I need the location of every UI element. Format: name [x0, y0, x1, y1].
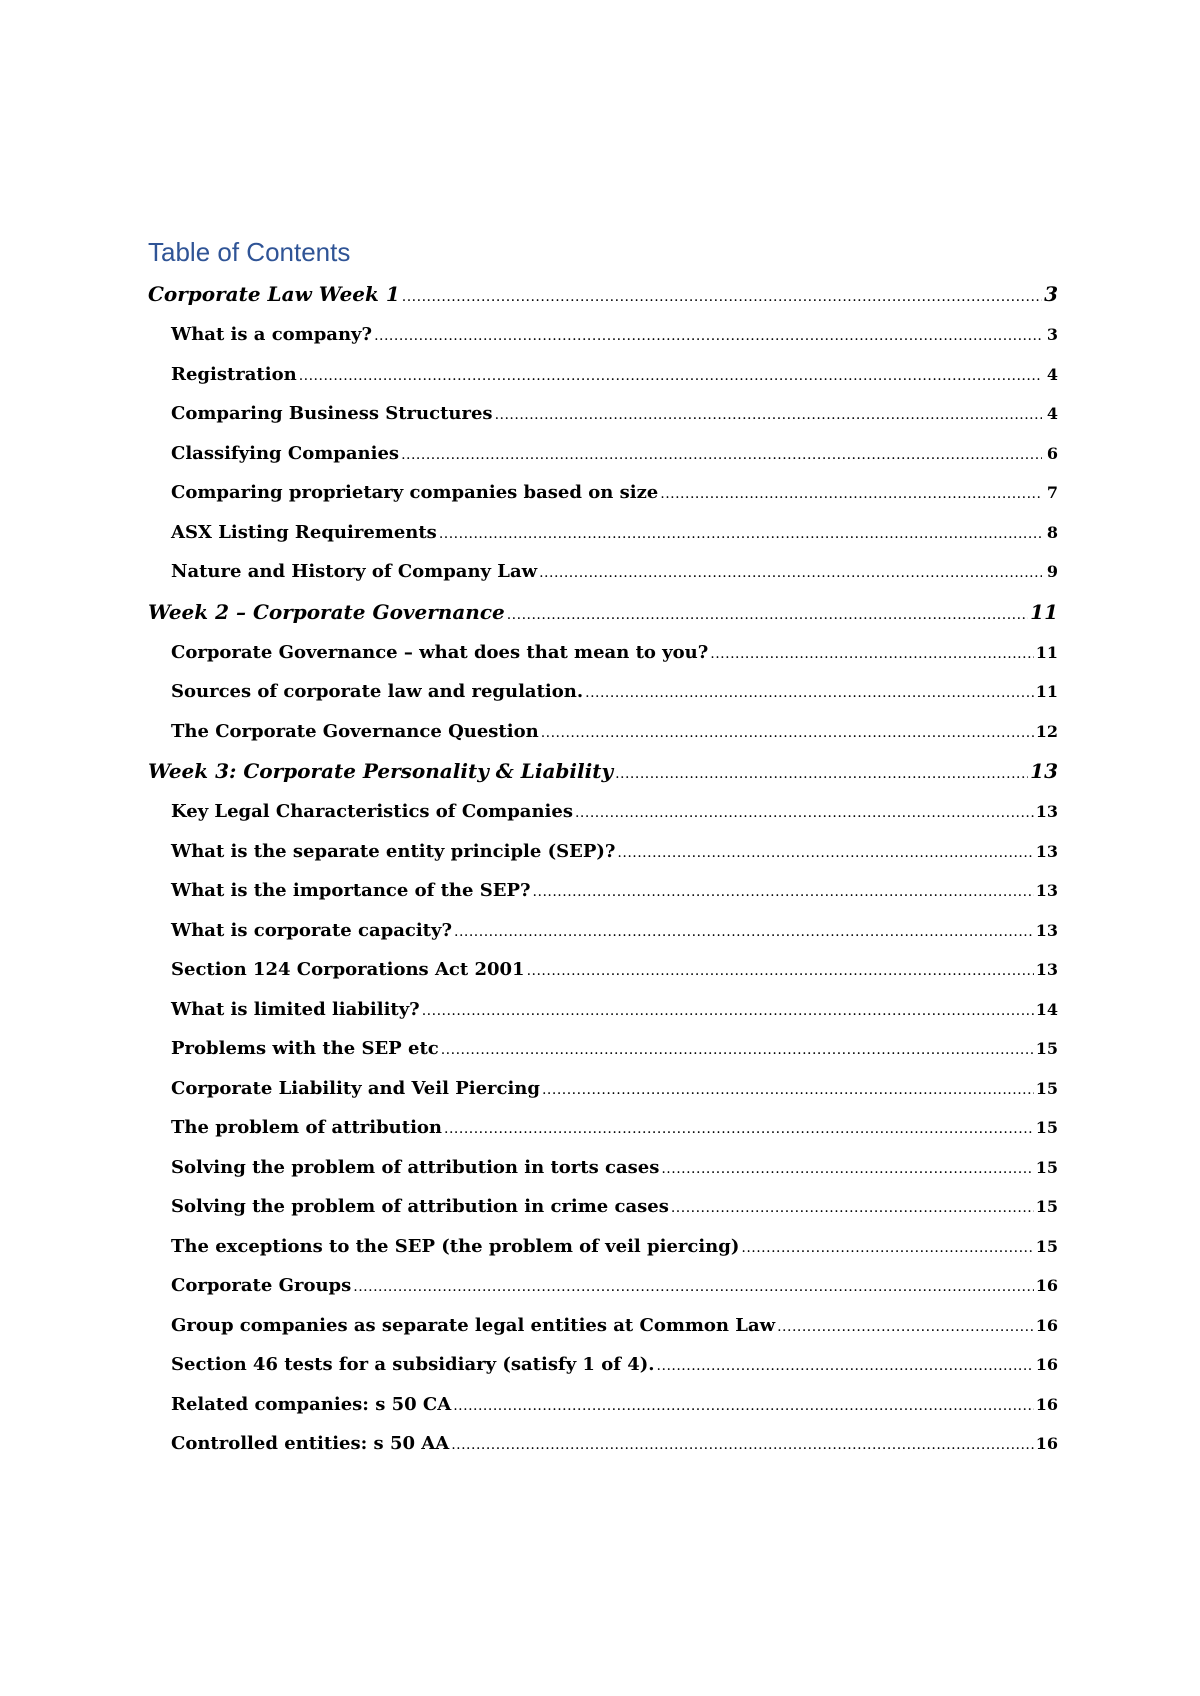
toc-subentry[interactable] — [148, 1306, 1058, 1346]
toc-subentry[interactable] — [148, 832, 1058, 872]
table-of-contents — [148, 232, 1058, 1464]
toc-subentry[interactable] — [148, 1266, 1058, 1306]
toc-page-number: 11 — [1035, 642, 1058, 662]
toc-dot-leader — [710, 635, 1033, 675]
toc-subentry[interactable] — [148, 911, 1058, 951]
toc-dot-leader — [615, 754, 1028, 795]
toc-page-number: 13 — [1030, 759, 1058, 783]
toc-dot-leader — [542, 1071, 1034, 1111]
toc-dot-leader — [575, 794, 1034, 834]
toc-subentry[interactable] — [148, 871, 1058, 911]
toc-subentry[interactable] — [148, 712, 1058, 752]
toc-page-number: 12 — [1035, 721, 1058, 741]
toc-subentry[interactable] — [148, 792, 1058, 832]
toc-entry-text: Sources of corporate law and regulation. — [171, 681, 584, 702]
toc-page-number: 4 — [1046, 404, 1058, 423]
toc-dot-leader — [507, 595, 1028, 636]
toc-subentry[interactable] — [148, 1385, 1058, 1425]
toc-dot-leader — [777, 1308, 1034, 1348]
toc-page-number: 13 — [1035, 841, 1058, 861]
toc-entry-text: What is corporate capacity? — [171, 919, 452, 941]
toc-entry-text: Solving the problem of attribution in crime cases — [171, 1196, 669, 1217]
toc-entry-text: Corporate Groups — [171, 1275, 352, 1296]
toc-dot-leader — [422, 992, 1034, 1032]
toc-entry-text: What is limited liability? — [171, 998, 420, 1020]
toc-page-number: 6 — [1046, 443, 1058, 463]
toc-page-number: 16 — [1035, 1276, 1058, 1295]
toc-page-number: 13 — [1035, 920, 1058, 940]
toc-page-number: 15 — [1035, 1118, 1058, 1137]
toc-subentry[interactable] — [148, 1108, 1058, 1148]
toc-dot-leader — [671, 1189, 1034, 1229]
toc-dot-leader — [353, 1268, 1033, 1308]
toc-dot-leader — [299, 357, 1042, 397]
toc-entry-text: Related companies: s 50 CA — [171, 1393, 452, 1415]
toc-subentry[interactable] — [148, 1227, 1058, 1267]
toc-dot-leader — [495, 396, 1042, 436]
toc-subentry[interactable] — [148, 552, 1058, 592]
toc-entry-text: Week 2 – Corporate Governance — [148, 599, 505, 624]
toc-entry-text: Corporate Liability and Veil Piercing — [171, 1077, 540, 1099]
toc-dot-leader — [401, 436, 1042, 476]
toc-page-number: 15 — [1035, 1236, 1058, 1256]
toc-dot-leader — [661, 1150, 1033, 1190]
toc-subentry[interactable] — [148, 355, 1058, 395]
toc-subentry[interactable] — [148, 1069, 1058, 1109]
toc-subentry[interactable] — [148, 1187, 1058, 1227]
toc-page-number: 7 — [1046, 483, 1058, 502]
toc-entry-text: Classifying Companies — [171, 442, 400, 464]
toc-dot-leader — [527, 952, 1034, 992]
toc-entry-text: What is a company? — [171, 324, 373, 345]
toc-page-number: 11 — [1035, 682, 1058, 701]
toc-entry-text: Section 124 Corporations Act 2001 — [171, 959, 525, 980]
toc-page-number: 13 — [1035, 881, 1058, 900]
toc-dot-leader — [374, 317, 1042, 357]
toc-subentry[interactable] — [148, 672, 1058, 712]
toc-page-number: 13 — [1035, 960, 1058, 979]
toc-heading-entry[interactable] — [148, 592, 1058, 633]
toc-subentry[interactable] — [148, 394, 1058, 434]
toc-entry-text: The exceptions to the SEP (the problem of veil piercing) — [171, 1235, 740, 1257]
toc-list — [148, 274, 1058, 1464]
toc-page-number: 16 — [1035, 1394, 1058, 1414]
toc-page-number: 3 — [1046, 325, 1058, 344]
toc-subentry[interactable] — [148, 434, 1058, 474]
toc-entry-text: The problem of attribution — [171, 1117, 443, 1138]
toc-dot-leader — [441, 1031, 1034, 1071]
toc-entry-text: Problems with the SEP etc — [171, 1038, 439, 1059]
toc-subentry[interactable] — [148, 1424, 1058, 1464]
toc-page-number: 11 — [1030, 599, 1058, 624]
toc-entry-text: Solving the problem of attribution in torts cases — [171, 1156, 660, 1178]
toc-page-number: 16 — [1035, 1434, 1058, 1453]
toc-dot-leader — [439, 515, 1042, 555]
toc-page-number: 16 — [1035, 1315, 1058, 1335]
toc-dot-leader — [451, 1426, 1034, 1466]
toc-dot-leader — [533, 873, 1034, 913]
toc-subentry[interactable] — [148, 1345, 1058, 1385]
toc-dot-leader — [660, 475, 1042, 515]
toc-page-number: 16 — [1035, 1355, 1058, 1374]
toc-dot-leader — [539, 554, 1042, 594]
toc-dot-leader — [657, 1347, 1034, 1387]
toc-page-number: 9 — [1046, 562, 1058, 581]
toc-entry-text: Key Legal Characteristics of Companies — [171, 801, 573, 822]
toc-page-number: 13 — [1035, 802, 1058, 821]
toc-page-number: 15 — [1035, 1197, 1058, 1216]
toc-subentry[interactable] — [148, 513, 1058, 553]
toc-dot-leader — [402, 277, 1042, 318]
toc-entry-text: Comparing proprietary companies based on size — [171, 482, 659, 503]
toc-dot-leader — [741, 1229, 1033, 1269]
toc-page-number: 8 — [1046, 522, 1058, 542]
toc-subentry[interactable] — [148, 990, 1058, 1030]
toc-subentry[interactable] — [148, 1029, 1058, 1069]
toc-entry-text: What is the separate entity principle (SEP)? — [171, 840, 616, 862]
toc-page-number: 15 — [1035, 1039, 1058, 1058]
toc-subentry[interactable] — [148, 315, 1058, 355]
toc-dot-leader — [453, 1387, 1034, 1427]
toc-entry-text: Registration — [171, 363, 297, 385]
toc-entry-text: Comparing Business Structures — [171, 403, 493, 424]
toc-page-number: 3 — [1044, 282, 1058, 306]
toc-dot-leader — [444, 1110, 1034, 1150]
toc-entry-text: Week 3: Corporate Personality & Liability — [148, 759, 614, 783]
toc-dot-leader — [585, 674, 1034, 714]
toc-subentry[interactable] — [148, 1148, 1058, 1188]
toc-entry-text: Corporate Governance – what does that mean to you? — [171, 641, 709, 663]
toc-page-number: 15 — [1035, 1157, 1058, 1177]
toc-dot-leader — [454, 913, 1034, 953]
toc-entry-text: Group companies as separate legal entities at Common Law — [171, 1314, 776, 1336]
toc-heading-entry[interactable] — [148, 274, 1058, 315]
toc-entry-text: Nature and History of Company Law — [171, 561, 538, 582]
toc-entry-text: Section 46 tests for a subsidiary (satisfy 1 of 4). — [171, 1354, 655, 1375]
toc-entry-text: Controlled entities: s 50 AA — [171, 1433, 450, 1454]
toc-entry-text: The Corporate Governance Question — [171, 720, 539, 742]
toc-entry-text: ASX Listing Requirements — [171, 521, 437, 543]
toc-entry-text: Corporate Law Week 1 — [148, 282, 400, 306]
toc-page-number: 4 — [1046, 364, 1058, 384]
toc-subentry[interactable] — [148, 633, 1058, 673]
toc-dot-leader — [541, 714, 1034, 754]
toc-page-number: 15 — [1035, 1078, 1058, 1098]
toc-subentry[interactable] — [148, 473, 1058, 513]
toc-dot-leader — [617, 834, 1033, 874]
toc-entry-text: What is the importance of the SEP? — [171, 880, 531, 901]
toc-heading-entry[interactable] — [148, 751, 1058, 792]
toc-page-number: 14 — [1035, 999, 1058, 1019]
toc-title: Table of Contents — [148, 237, 351, 267]
toc-subentry[interactable] — [148, 950, 1058, 990]
